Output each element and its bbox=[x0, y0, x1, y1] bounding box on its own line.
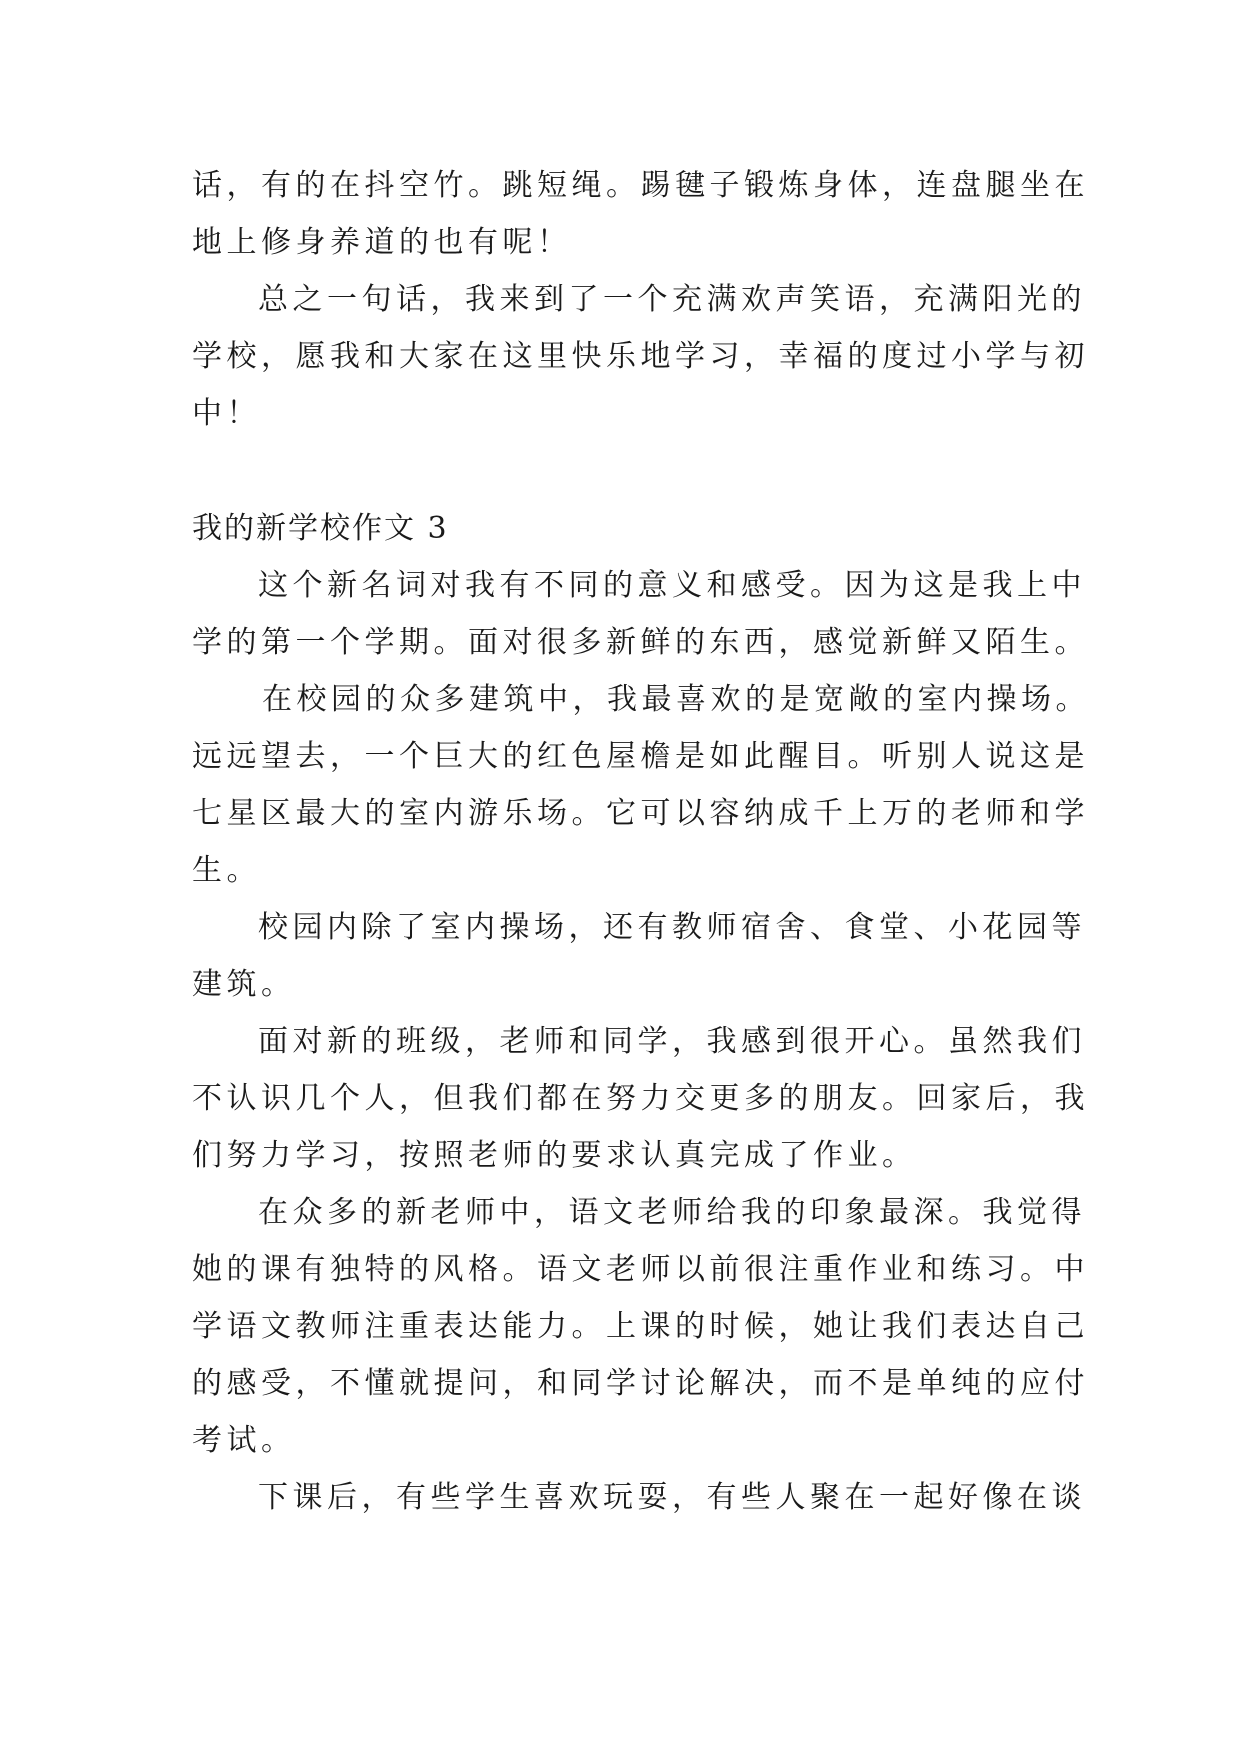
paragraph-line: 学语文教师注重表达能力。上课的时候，她让我们表达自己 bbox=[192, 1309, 1089, 1344]
paragraph-line: 这个新名词对我有不同的意义和感受。因为这是我上中 bbox=[258, 568, 1086, 603]
paragraph-line: 校园内除了室内操场，还有教师宿舍、食堂、小花园等 bbox=[258, 910, 1086, 945]
paragraph-line: 中！ bbox=[192, 396, 261, 431]
paragraph-line: 在校园的众多建筑中，我最喜欢的是宽敞的室内操场。 bbox=[262, 682, 1090, 717]
paragraph-line: 的感受，不懂就提问，和同学讨论解决，而不是单纯的应付 bbox=[192, 1366, 1089, 1401]
paragraph-line: 远远望去，一个巨大的红色屋檐是如此醒目。听别人说这是 bbox=[192, 739, 1089, 774]
paragraph-line: 学的第一个学期。面对很多新鲜的东西，感觉新鲜又陌生。 bbox=[192, 625, 1089, 660]
paragraph-line: 建筑。 bbox=[192, 967, 296, 1002]
paragraph-line: 考试。 bbox=[192, 1423, 296, 1458]
paragraph-line: 地上修身养道的也有呢！ bbox=[192, 225, 572, 260]
paragraph-line: 在众多的新老师中，语文老师给我的印象最深。我觉得 bbox=[258, 1195, 1086, 1230]
section-title: 我的新学校作文 3 bbox=[192, 511, 449, 546]
paragraph-line: 们努力学习，按照老师的要求认真完成了作业。 bbox=[192, 1138, 917, 1173]
paragraph-line: 面对新的班级，老师和同学，我感到很开心。虽然我们 bbox=[258, 1024, 1086, 1059]
paragraph-line: 七星区最大的室内游乐场。它可以容纳成千上万的老师和学 bbox=[192, 796, 1089, 831]
paragraph-line: 她的课有独特的风格。语文老师以前很注重作业和练习。中 bbox=[192, 1252, 1089, 1287]
paragraph-line: 总之一句话，我来到了一个充满欢声笑语，充满阳光的 bbox=[258, 282, 1086, 317]
paragraph-line: 学校，愿我和大家在这里快乐地学习，幸福的度过小学与初 bbox=[192, 339, 1089, 374]
paragraph-line: 下课后，有些学生喜欢玩耍，有些人聚在一起好像在谈 bbox=[258, 1480, 1086, 1515]
paragraph-line: 话，有的在抖空竹。跳短绳。踢毽子锻炼身体，连盘腿坐在 bbox=[192, 168, 1089, 203]
paragraph-line: 不认识几个人，但我们都在努力交更多的朋友。回家后，我 bbox=[192, 1081, 1089, 1116]
paragraph-line: 生。 bbox=[192, 853, 261, 888]
